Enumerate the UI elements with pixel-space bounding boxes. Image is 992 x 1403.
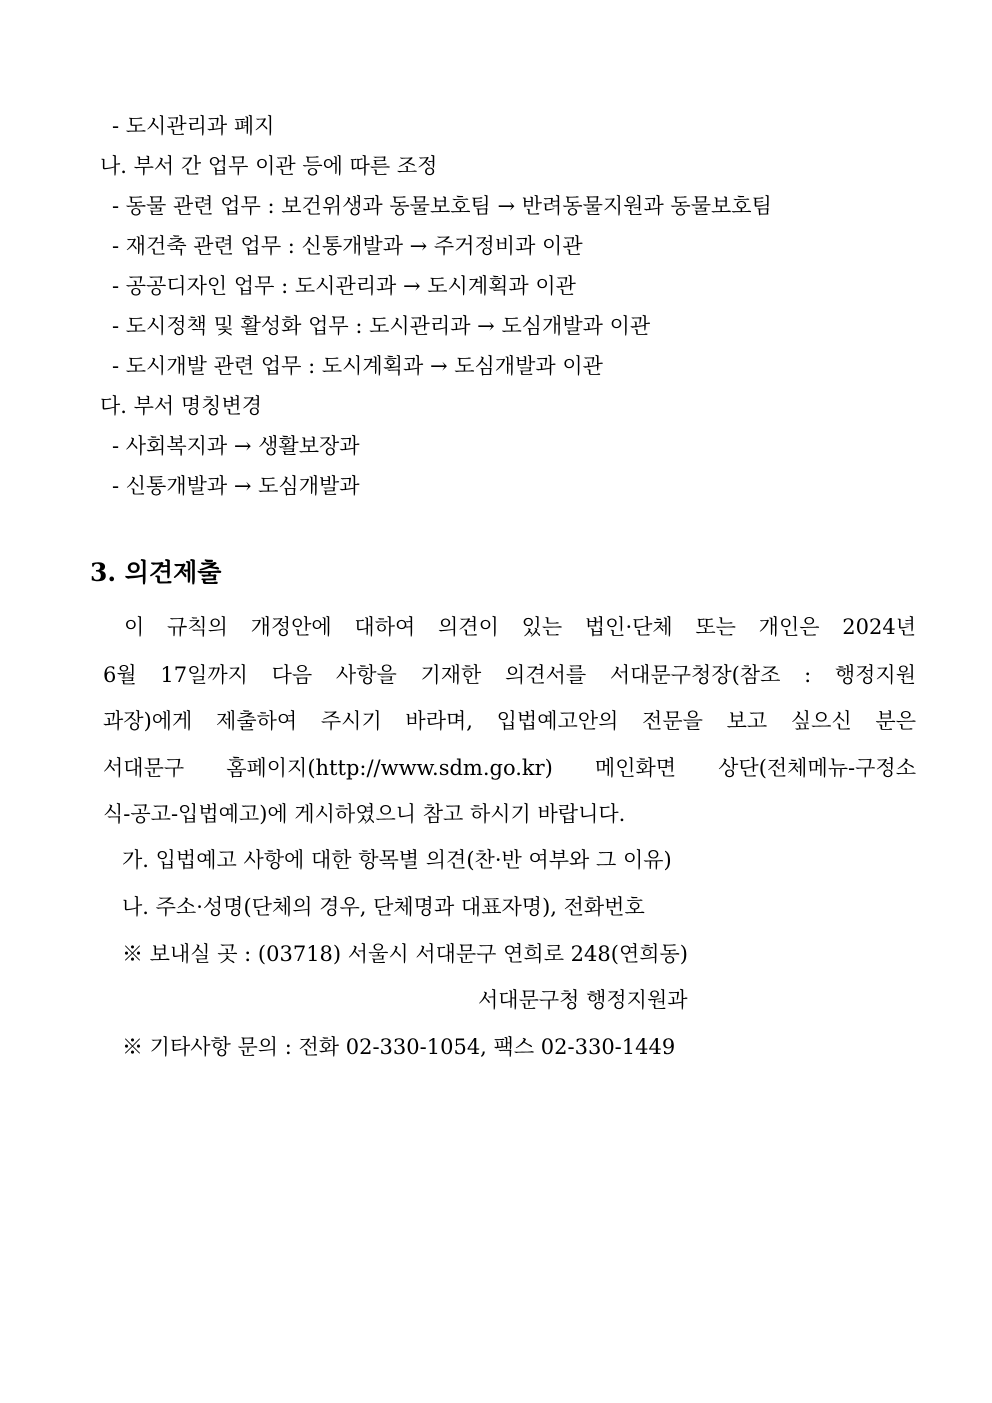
list-item: - 도시정책 및 활성화 업무 : 도시관리과 → 도심개발과 이관 <box>112 314 651 338</box>
paragraph-line: 과장)에게 제출하여 주시기 바라며, 입법예고안의 전문을 보고 싶으신 분은 <box>103 709 916 733</box>
paragraph-line: 6월 17일까지 다음 사항을 기재한 의견서를 서대문구청장(참조 : 행정지원 <box>103 663 916 687</box>
list-item: - 신통개발과 → 도심개발과 <box>112 474 360 498</box>
inquiry-contact: ※ 기타사항 문의 : 전화 02-330-1054, 팩스 02-330-1449 <box>122 1035 676 1059</box>
section-heading-opinion: 3. 의견제출 <box>90 558 222 587</box>
paragraph-line: 식-공고-입법예고)에 게시하였으니 참고 하시기 바랍니다. <box>103 802 626 826</box>
send-address: ※ 보내실 곳 : (03718) 서울시 서대문구 연희로 248(연희동) <box>122 942 688 966</box>
list-item-contact-info: 나. 주소·성명(단체의 경우, 단체명과 대표자명), 전화번호 <box>122 895 645 919</box>
subsection-title-rename: 다. 부서 명칭변경 <box>100 394 263 418</box>
list-item: - 공공디자인 업무 : 도시관리과 → 도시계획과 이관 <box>112 274 576 298</box>
list-item: - 동물 관련 업무 : 보건위생과 동물보호팀 → 반려동물지원과 동물보호팀 <box>112 194 772 218</box>
paragraph-line: 서대문구 홈페이지(http://www.sdm.go.kr) 메인화면 상단(전체메뉴-구정소 <box>103 756 916 780</box>
subsection-title-transfer: 나. 부서 간 업무 이관 등에 따른 조정 <box>100 154 438 178</box>
list-item: - 사회복지과 → 생활보장과 <box>112 434 360 458</box>
paragraph-line: 이 규칙의 개정안에 대하여 의견이 있는 법인·단체 또는 개인은 2024년 <box>124 615 916 639</box>
list-item-department-abolished: - 도시관리과 폐지 <box>112 114 275 138</box>
list-item-opinion-content: 가. 입법예고 사항에 대한 항목별 의견(찬·반 여부와 그 이유) <box>122 848 672 872</box>
send-recipient: 서대문구청 행정지원과 <box>478 988 688 1012</box>
list-item: - 도시개발 관련 업무 : 도시계획과 → 도심개발과 이관 <box>112 354 603 378</box>
list-item: - 재건축 관련 업무 : 신통개발과 → 주거정비과 이관 <box>112 234 583 258</box>
